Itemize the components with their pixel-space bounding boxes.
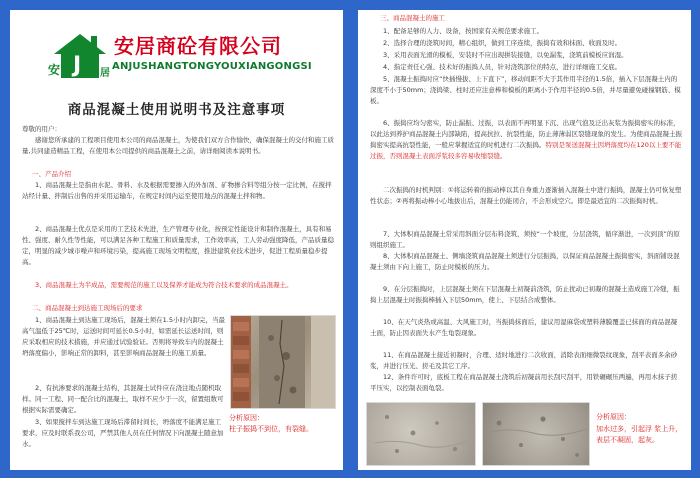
surface-defect-photo-1 xyxy=(366,402,476,466)
construction-step-2: 2、选择合理的浇筑时间，精心组织，做到工序连续，振捣有效和抹面、收面及时。 xyxy=(383,39,622,47)
construction-step-10: 10、在天气炎热或高温、大风施工时，当振捣抹面后，建议用湿麻袋或塑料薄膜覆盖已抹面的商品混凝土面，防止因表面失水产生龟裂现象。 xyxy=(370,318,678,337)
section-3-heading: 三、商品混凝土的施工 xyxy=(380,14,445,22)
document-title: 商品混凝土使用说明书及注意事项 xyxy=(67,102,286,118)
company-name-english: ANJUSHANGTONGYOUXIANGONGSI xyxy=(112,61,312,72)
site-requirement-2: 2、有抗渗要求的混凝土结构，其混凝土试件应在浇注地点随机取样。同一工程、同一配合比的混凝土，取样不应少于一次，留置组数可根据实际需要确定。 xyxy=(22,384,224,414)
construction-step-7: 7、大体积商品混凝土常采用斜面分层布料浇筑，须按“一个坡度，分层浇筑，循序渐进，一次到顶”的原则组织施工。 xyxy=(370,230,680,249)
construction-step-6-warning: 特别是泵送混凝土因坍落度均在120以上要不能过振，否则混凝土表面浮浆较多容易收缩裂缝。 xyxy=(370,141,682,160)
left-caption-title: 分析原因： xyxy=(229,414,264,422)
product-intro-3: 3、商品混凝土为半成品，需要规范的施工以及保养才能成为符合技术要求的成品混凝土。 xyxy=(35,281,293,289)
construction-step-8: 8、大体积商品混凝土、侧墙浇筑商品混凝土须进行分层振捣，以保证商品混凝土振捣密实，斜面铺设混凝土须由下向上施工，防止时模板的压力。 xyxy=(370,252,680,271)
product-intro-2: 2、商品混凝土优点是采用的工艺技术先进，生产管理专业化，按预定性能设计和制作混凝土，具有和易性、强度、耐久性等性能，可以满足各种工程施工和质量需求，工作效率高，工人劳动强度降低，产品质量稳定，明显的减少城市噪声和环境污染，提高施工现场文明程度，推进建筑业技术进步，促进工程质量稳步提高。 xyxy=(22,225,334,266)
construction-step-5: 5、混凝土振捣时应“快插慢拔、上下直下”，移动间距不大于其作用半径的1.5倍，插入下层混凝土内的深度不小于50mm；浇捣梁、柱时还应注意棒和模板的距离小于作用半径的0.5倍，并尽量避免碰撞钢筋、模板。 xyxy=(370,75,681,105)
house-logo-icon xyxy=(50,30,110,82)
company-name: 安居商砼有限公司 xyxy=(114,34,282,58)
logo-char-1: 安 xyxy=(48,63,61,77)
construction-step-12: 12、条件许可时，底板工程在商品混凝土浇筑后初凝前用长刮尺刮平，用铁碾碾压两遍，再用木抹子搓平压实，以控制表面龟裂。 xyxy=(370,373,678,392)
construction-step-11: 11、在商品混凝土接近初凝时，合理、适时地进行二次收面，消除表面细微裂纹现象，刮平表面多余砂浆，并进行压光、搓毛及其它工序。 xyxy=(370,351,678,370)
right-caption-line-2: 表层不凝固，起灰。 xyxy=(596,436,659,444)
second-vibration-timing: 二次振捣的时机判别：①将运转着的振动棒以其自身重力逐渐插入混凝土中进行振捣，混凝土仍可恢复塑性状态；②再将振动棒小心地拔出后，混凝土仍能闭合，不会形成空穴。即是最适宜的二次振捣时机。 xyxy=(370,186,682,205)
product-intro-1: 1、商品混凝土是指由水泥、骨料、水及根据需要掺入的外加剂、矿物掺合料等组分按一定比例，在搅拌站经计量、拌制后出售的并采用运输车，在规定时间内运至使用地点的混凝土拌和物。 xyxy=(22,181,332,200)
site-requirement-3: 3、如果搅拌车到达施工现场后滞留时间长，坍落度不能满足施工要求，应及时联系我公司，严禁其他人员在任何情况下向混凝土随意加水。 xyxy=(22,418,224,448)
site-requirement-1: 1、商品混凝土到达施工现场后，混凝土须在1.5小时内卸完，当最高气温低于25℃时，运送时间可延长0.5小时，如需延长运送时间，则应采取相应的技术措施，并应通过试验验证。否则将导致车内的混凝土坍落度偏小，影响正常的卸料，甚至影响商品混凝土的施工质量。 xyxy=(22,316,225,357)
right-caption-line-1: 加水过多，引起浮 浆上升， xyxy=(596,425,683,433)
greeting: 尊敬的用户： xyxy=(22,125,61,133)
left-page xyxy=(10,10,343,470)
section-1-heading: 一、产品介绍 xyxy=(32,170,71,178)
intro-paragraph: 感谢您所承建的工程项目使用本公司的商品混凝土，为使我们双方合作愉快，确保混凝土的交付和施工质量,共同建造精品工程，在使用本公司提供的商品混凝土之前，请详细阅读本说明书。 xyxy=(22,136,334,155)
construction-step-6-text: 6、振捣应均匀密实，防止漏振、过振，以表面不再明显下沉、出现气泡及泛出灰浆为振捣密实的标准，以此达到养护商品混凝土内部缺陷，提高抗拉、抗裂性能，防止薄薄弱区裂缝现象的发生。为使商品混凝土振捣密实提高抗裂性能，一般应掌握适宜的时机进行二次振捣。 xyxy=(370,119,682,149)
right-caption-title: 分析原因： xyxy=(596,413,631,421)
construction-step-6 xyxy=(370,118,682,162)
section-2-heading: 二、商品混凝土到达施工现场后的要求 xyxy=(32,304,143,312)
left-caption-text: 柱子振捣不到位，有裂缝。 xyxy=(229,425,313,433)
company-logo xyxy=(32,28,322,86)
column-crack-photo xyxy=(230,315,336,409)
construction-step-3: 3、采用表面光滑的模板，安装时不应出现拼装接缝，以免漏浆，浇筑前模板应润湿。 xyxy=(383,51,628,59)
logo-char-2: J xyxy=(73,53,82,78)
surface-defect-photo-2 xyxy=(482,402,590,466)
right-page xyxy=(358,10,691,470)
construction-step-9: 9、在分层振捣时，上层混凝土须在下层混凝土初凝前浇筑，防止扰动已初凝的混凝土造成施工冷缝，振捣上层混凝土时振捣棒插入下层50mm，使上、下层结合成整体。 xyxy=(370,285,680,304)
construction-step-4: 4、指定责任心强、技术好的振捣人员，针对浇筑部位的特点，进行详细施工交底。 xyxy=(383,63,622,71)
logo-char-3: 居 xyxy=(100,68,110,79)
construction-step-1: 1、配备足够的人力、设备，按国家有关规范要求施工。 xyxy=(383,27,544,35)
